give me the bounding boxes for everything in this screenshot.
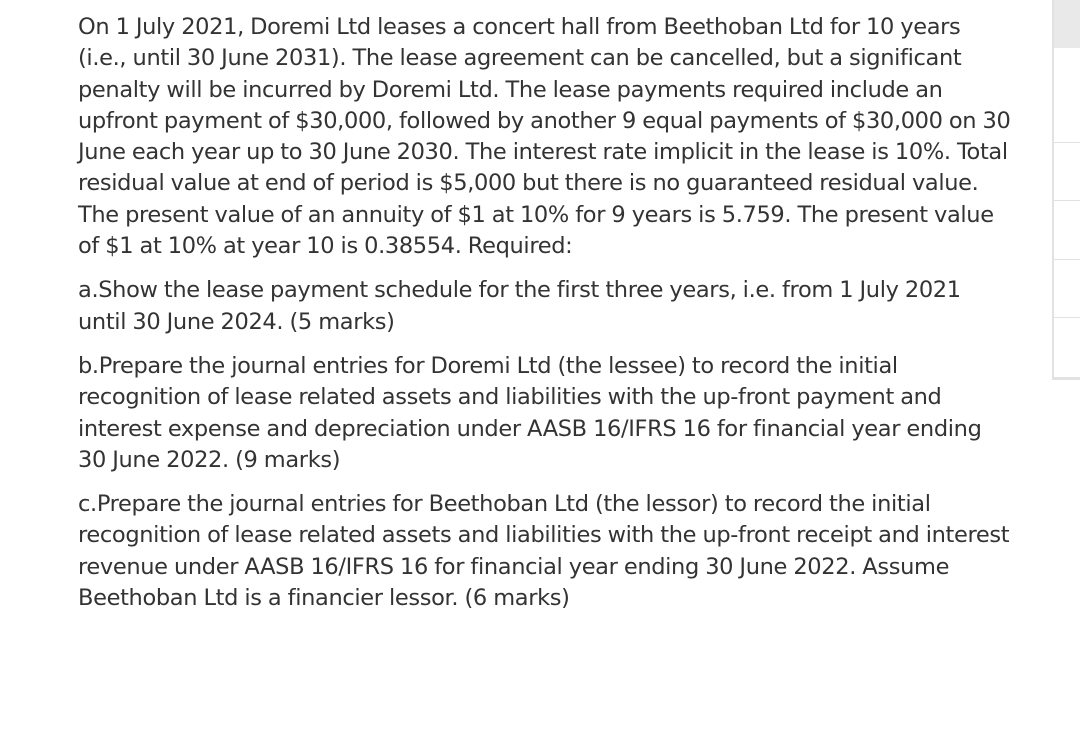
side-panel-divider: [1054, 200, 1080, 201]
question-part-c: c.Prepare the journal entries for Beethoban Ltd (the lessor) to record the initial recognition of lease related assets and liabilities with the up-front receipt and interest revenue under AASB 16/IFRS 16 for financial year ending 30 June 2022. Assume Beethoban Ltd is a financier lessor. (6 marks): [78, 491, 1010, 612]
side-panel: [1052, 0, 1080, 380]
side-panel-divider: [1054, 142, 1080, 143]
side-panel-divider: [1054, 259, 1080, 260]
question-text: [78, 12, 1013, 614]
question-part-b: b.Prepare the journal entries for Doremi Ltd (the lessee) to record the initial recognition of lease related assets and liabilities with the up-front payment and interest expense and depreciation under AASB 16/IFRS 16 for financial year ending 30 June 2022. (9 marks): [78, 352, 982, 473]
side-panel-bottom-border: [1054, 377, 1080, 380]
question-part-a: a.Show the lease payment schedule for the first three years, i.e. from 1 July 2021 until 30 June 2024. (5 marks): [78, 277, 961, 335]
question-intro: On 1 July 2021, Doremi Ltd leases a concert hall from Beethoban Ltd for 10 years (i.e., until 30 June 2031). The lease agreement can be cancelled, but a significant penalty will be incurred by Doremi Ltd. The lease payments required include an upfront payment of $30,000, followed by another 9 equal payments of $30,000 on 30 June each year up to 30 June 2030. The interest rate implicit in the lease is 10%. Total residual value at end of period is $5,000 but there is no guaranteed residual value. The present value of an annuity of $1 at 10% for 9 years is 5.759. The present value of $1 at 10% at year 10 is 0.38554. Required:: [78, 14, 1011, 260]
side-panel-tab[interactable]: [1054, 0, 1080, 48]
side-panel-divider: [1054, 317, 1080, 318]
